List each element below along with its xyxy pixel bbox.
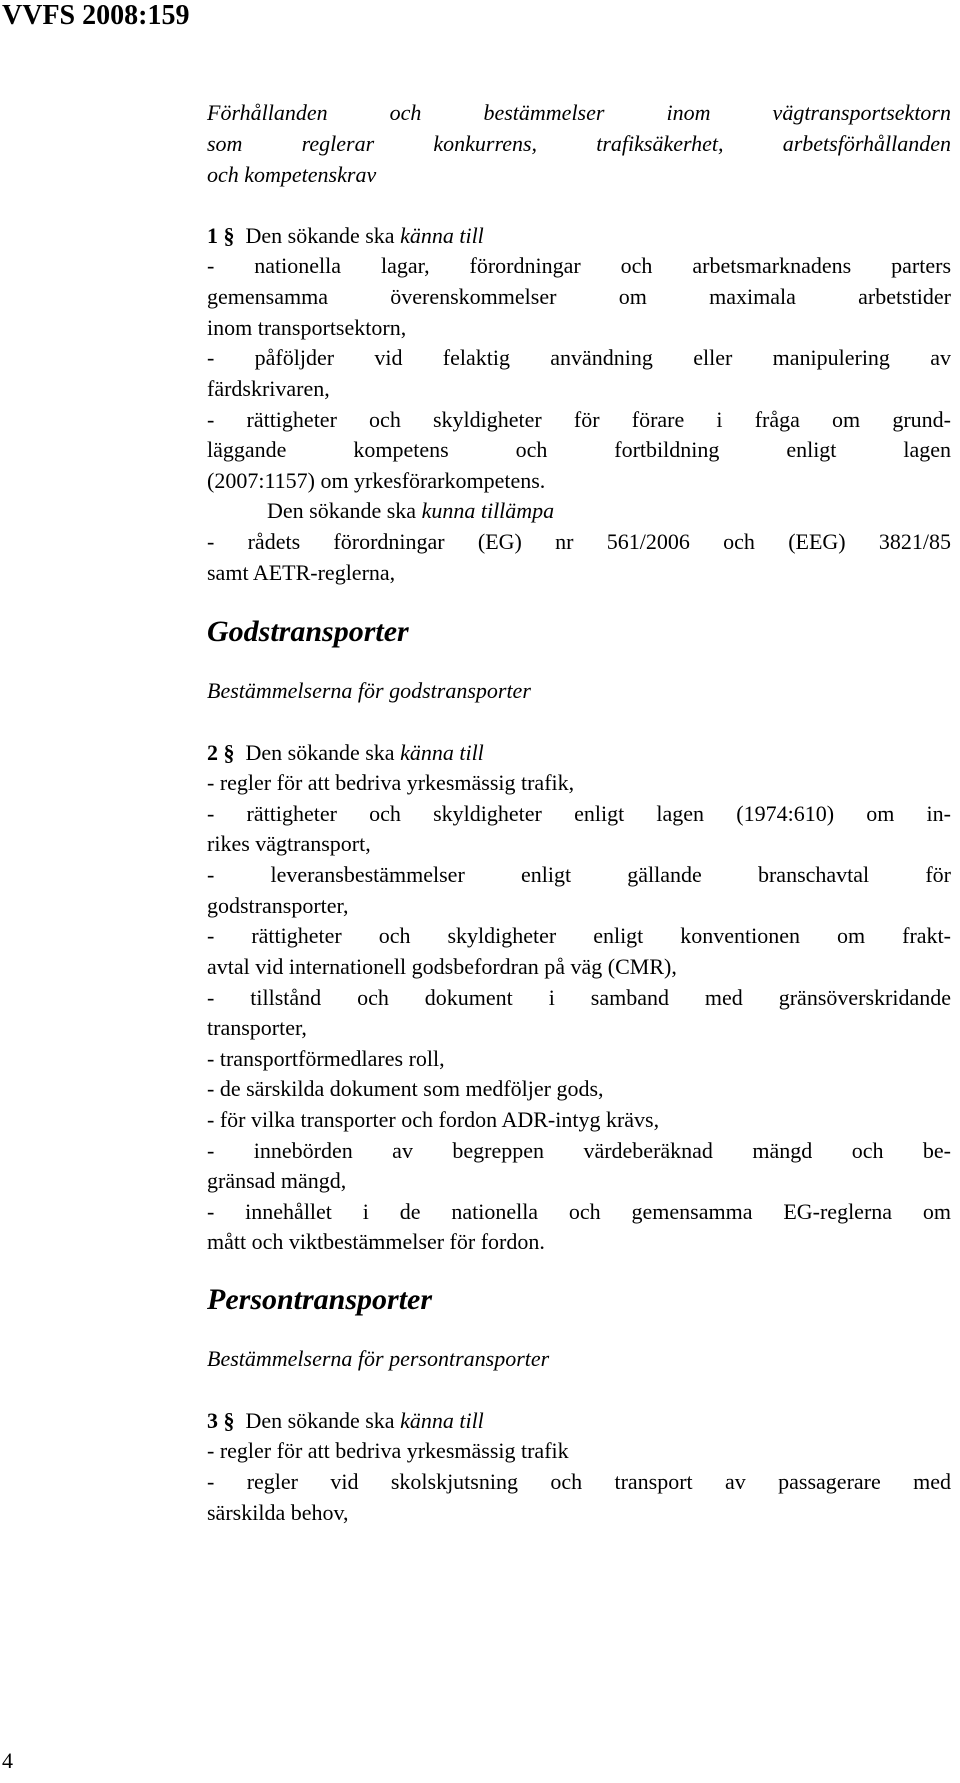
lead-text: Den sökande ska bbox=[267, 498, 422, 523]
list-line: - leveransbestämmelser enligt gällande branschavtal för bbox=[207, 862, 951, 887]
paragraph-number: 1 § bbox=[207, 223, 235, 248]
lead-emphasis: känna till bbox=[400, 1408, 484, 1433]
list-line: inom transportsektorn, bbox=[207, 315, 407, 340]
list-line: godstransporter, bbox=[207, 893, 349, 918]
list-line: mått och viktbestämmelser för fordon. bbox=[207, 1229, 545, 1254]
paragraph-1-second-lead bbox=[267, 496, 951, 526]
list-line: färdskrivaren, bbox=[207, 376, 330, 401]
intro-heading-line: Förhållanden och bestämmelser inom vägtransportsektorn bbox=[207, 100, 951, 125]
list-line: - påföljder vid felaktig användning eller manipulering av bbox=[207, 345, 951, 370]
list-line: - för vilka transporter och fordon ADR-intyg krävs, bbox=[207, 1107, 660, 1132]
section-subheading-passenger: Bestämmelserna för persontransporter bbox=[207, 1346, 550, 1371]
list-line: - rättigheter och skyldigheter enligt konventionen om frakt- bbox=[207, 923, 951, 948]
lead-emphasis: känna till bbox=[400, 223, 484, 248]
paragraph-2-lead bbox=[207, 738, 951, 768]
lead-emphasis: kunna tillämpa bbox=[421, 498, 555, 523]
intro-heading-line: och kompetenskrav bbox=[207, 162, 377, 187]
section-heading-passenger: Persontransporter bbox=[207, 1283, 433, 1316]
list-line: rikes vägtransport, bbox=[207, 831, 371, 856]
lead-text: Den sökande ska bbox=[245, 223, 401, 248]
list-line: - rättigheter och skyldigheter enligt lagen (1974:610) om in- bbox=[207, 801, 951, 826]
list-line: - innebörden av begreppen värdeberäknad mängd och be- bbox=[207, 1138, 951, 1163]
paragraph-3-lead bbox=[207, 1406, 951, 1436]
list-line: (2007:1157) om yrkesförarkompetens. bbox=[207, 468, 546, 493]
lead-text: Den sökande ska bbox=[245, 1408, 401, 1433]
list-line: - transportförmedlares roll, bbox=[207, 1046, 445, 1071]
list-line: - tillstånd och dokument i samband med gränsöverskridande bbox=[207, 985, 951, 1010]
list-line: särskilda behov, bbox=[207, 1500, 349, 1525]
list-line: - rådets förordningar (EG) nr 561/2006 och (EEG) 3821/85 bbox=[207, 529, 951, 554]
list-line: gemensamma överenskommelser om maximala arbetstider bbox=[207, 284, 951, 309]
list-line: - regler för att bedriva yrkesmässig trafik bbox=[207, 1438, 569, 1463]
list-line: samt AETR-reglerna, bbox=[207, 560, 396, 585]
list-line: - rättigheter och skyldigheter för förare i fråga om grund- bbox=[207, 407, 951, 432]
list-line: - regler vid skolskjutsning och transport av passagerare med bbox=[207, 1469, 951, 1494]
list-line: - nationella lagar, förordningar och arbetsmarknadens parters bbox=[207, 253, 951, 278]
list-line: transporter, bbox=[207, 1015, 307, 1040]
section-subheading-goods: Bestämmelserna för godstransporter bbox=[207, 678, 531, 703]
document-header: VVFS 2008:159 bbox=[2, 0, 190, 31]
page-number: 4 bbox=[2, 1748, 13, 1773]
lead-emphasis: känna till bbox=[400, 740, 484, 765]
paragraph-1-lead bbox=[207, 221, 951, 251]
lead-text: Den sökande ska bbox=[245, 740, 401, 765]
intro-heading-line: som reglerar konkurrens, trafiksäkerhet, arbetsförhållanden bbox=[207, 131, 951, 156]
list-line: - innehållet i de nationella och gemensamma EG-reglerna om bbox=[207, 1199, 951, 1224]
list-line: avtal vid internationell godsbefordran på väg (CMR), bbox=[207, 954, 677, 979]
paragraph-number: 2 § bbox=[207, 740, 235, 765]
paragraph-number: 3 § bbox=[207, 1408, 235, 1433]
list-line: läggande kompetens och fortbildning enligt lagen bbox=[207, 437, 951, 462]
list-line: - regler för att bedriva yrkesmässig trafik, bbox=[207, 770, 575, 795]
list-line: - de särskilda dokument som medföljer gods, bbox=[207, 1076, 604, 1101]
section-heading-goods: Godstransporter bbox=[207, 615, 409, 648]
list-line: gränsad mängd, bbox=[207, 1168, 347, 1193]
